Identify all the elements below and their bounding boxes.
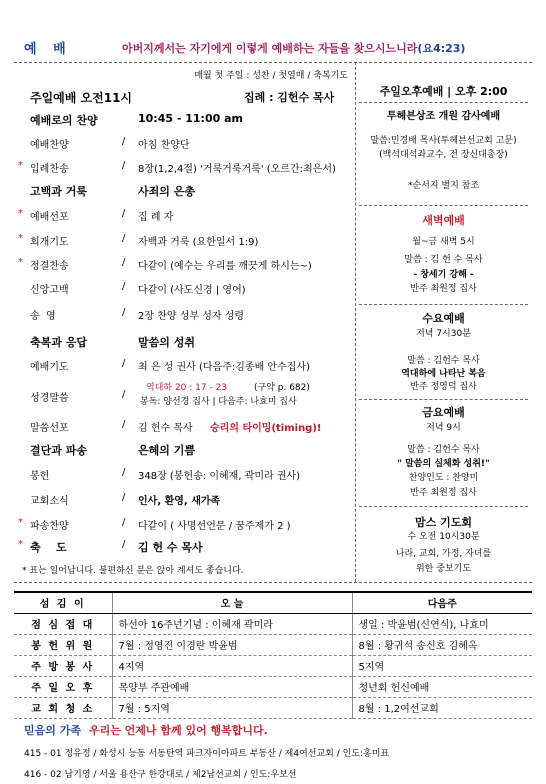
moms-line1: 수 오전 10시30분: [407, 532, 480, 542]
call-label: 예배선포: [30, 212, 69, 223]
slash: /: [122, 257, 126, 268]
afternoon-line2: (백석대석좌교수, 전 장신대총장): [379, 150, 508, 160]
creed-value: 다같이 (사도신경 | 영어): [138, 285, 246, 296]
duty-today: 7월 : 5지역: [112, 697, 352, 718]
repent-value: 자백과 거룩 (요한일서 1:9): [138, 237, 259, 248]
bottom-divider: [14, 582, 532, 583]
moms-line3: 위한 중보기도: [415, 564, 472, 574]
footnote: * 표는 일어납니다. 불편하신 분은 앉아 계셔도 좋습니다.: [22, 566, 244, 576]
verse: 아버지께서는 자기에게 이렇게 예배하는 자들을 찾으시느니라(요4:23): [122, 42, 466, 55]
divider: [359, 102, 528, 103]
stand-mark: *: [18, 539, 23, 550]
stand-mark: *: [18, 257, 23, 268]
afternoon-line1: 말씀:민경배 목사(투헤븐선교회 고문): [370, 136, 517, 146]
other-services: [355, 62, 532, 582]
wed-title: 수요예배: [422, 312, 465, 325]
slash: /: [122, 233, 126, 244]
cleansing-value: 다같이 (예수는 우리를 깨끗게 하시는~): [138, 261, 312, 272]
slash: /: [122, 517, 126, 528]
hymn-label: 송 영: [30, 311, 56, 322]
slash: /: [122, 160, 126, 171]
duty-role: 봉 헌 위 원: [14, 634, 112, 655]
slash: /: [122, 307, 126, 318]
section-title: 예 배: [24, 42, 72, 57]
reading-label: 성경말씀: [30, 393, 69, 404]
benediction-label: 축 도: [30, 541, 67, 554]
duty-today: 7월 : 정영진 이경란 박윤범: [112, 634, 352, 655]
slash: /: [122, 492, 126, 503]
blessing-theme: 말씀의 성취: [138, 336, 195, 349]
reading-reader: 봉독: 양선경 집사 | 다음주: 나효미 집사: [140, 397, 297, 407]
duty-role: 교 회 청 소: [14, 697, 112, 718]
slash: /: [122, 539, 126, 550]
service-name: 주일예배 오전11시: [30, 91, 133, 105]
fri-line2: 말씀 : 김헌수 목사: [407, 445, 480, 455]
sermon-title: 승리의 타이밍(timing)!: [210, 423, 322, 434]
reading-page: (구약 p. 682): [254, 383, 310, 393]
wed-line2: 말씀 : 김헌수 목사: [407, 356, 480, 366]
entry-hymn-label: 입례찬송: [30, 164, 69, 175]
wed-line1: 저녁 7시30분: [416, 329, 471, 339]
slash: /: [122, 136, 126, 147]
news-value: 인사, 환영, 새가족: [138, 496, 221, 507]
duty-next: 청년회 헌신예배: [352, 676, 532, 697]
fri-line1: 저녁 9시: [426, 423, 461, 433]
duty-next: 8월 : 황귀석 송신호 김혜옥: [352, 634, 532, 655]
creed-label: 신앙고백: [30, 285, 69, 296]
section-blessing: 축복과 응답: [30, 336, 87, 349]
offering-label: 봉헌: [30, 471, 50, 482]
table-row: [14, 613, 532, 634]
repent-label: 회개기도: [30, 237, 69, 248]
table-row: [14, 697, 532, 718]
slash: /: [122, 358, 126, 369]
fri-line4: 찬양인도 : 찬양미: [408, 473, 479, 483]
slash: /: [122, 281, 126, 292]
header-cell: 오 늘: [112, 592, 352, 613]
family-item: 415 - 01 정유정 / 화성시 능동 서동탄역 파크자이아파트 부동산 / 제4여선교회 / 인도:홍미표: [24, 749, 390, 759]
fri-line3: " 말씀의 실체화 성취!": [397, 459, 490, 469]
table-row: [14, 655, 532, 676]
divider: [359, 304, 528, 305]
dawn-line2: 말씀 : 김 헌 수 목사: [404, 255, 483, 265]
duty-role: 주 방 봉 사: [14, 655, 112, 676]
duty-role: 점 심 접 대: [14, 613, 112, 634]
stand-mark: *: [18, 517, 23, 528]
sending-value: 다같이 ( 사명선언문 / 꿈주제가 2 ): [138, 521, 291, 532]
call-value: 집 례 자: [138, 212, 174, 223]
praise-label: 예배찬양: [30, 140, 69, 151]
prayer-label: 예배기도: [30, 362, 69, 373]
serving-table: [14, 591, 532, 719]
benediction-value: 김 헌 수 목사: [138, 541, 203, 554]
stand-mark: *: [18, 160, 23, 171]
dawn-line3: - 창세기 강해 -: [413, 270, 474, 280]
dawn-title: 새벽예배: [422, 214, 465, 227]
afternoon-subtitle: 투헤븐상조 개원 감사예배: [386, 111, 501, 122]
duty-role: 주 일 오 후: [14, 676, 112, 697]
slash: /: [122, 419, 126, 430]
cleansing-label: 정결찬송: [30, 261, 69, 272]
sending-theme: 은혜의 기쁨: [138, 444, 195, 457]
divider: [359, 205, 528, 206]
family-title: 믿음의 가족: [24, 724, 81, 737]
stand-mark: *: [18, 233, 23, 244]
news-label: 교회소식: [30, 496, 69, 507]
confession-theme: 사죄의 은총: [138, 185, 195, 198]
reading-ref: 역대하 20 : 17 - 23: [146, 383, 228, 393]
duty-today: 하선아 16주년기념 : 이혜재 곽미라: [112, 613, 352, 634]
family-motto: 우리는 언제나 함께 있어 행복합니다.: [88, 724, 268, 737]
slash: /: [122, 467, 126, 478]
offering-value: 348장 (봉헌송: 이혜재, 곽미라 권사): [138, 471, 301, 482]
worship-header: [0, 36, 546, 58]
monthly-note: 매월 첫 주일 : 성찬 / 첫열매 / 축복기도: [194, 71, 348, 81]
entry-hymn-value: 8장(1,2,4절) '거룩거룩거룩' (오르간:최은서): [138, 164, 336, 175]
service-leader: 집례 : 김헌수 목사: [244, 91, 335, 104]
wed-line4: 반주 정영덕 집사: [410, 382, 477, 392]
family-item: 416 - 02 남기영 / 서울 용산구 한강대로 / 제2남선교회 / 인도:우보선: [24, 770, 297, 780]
stand-mark: *: [18, 208, 23, 219]
section-confession: 고백과 거룩: [30, 185, 87, 198]
sermon-label: 말씀선포: [30, 423, 69, 434]
table-row: [14, 634, 532, 655]
sermon-preacher: 김 헌수 목사: [138, 423, 193, 434]
divider: [359, 506, 528, 507]
slash: /: [122, 208, 126, 219]
divider: [359, 399, 528, 400]
duty-today: 목양부 주관예배: [112, 676, 352, 697]
afternoon-title: 주일오후예배 | 오후 2:00: [379, 85, 508, 98]
slash: /: [122, 389, 126, 400]
dawn-line4: 반주 최원정 집사: [410, 284, 477, 294]
moms-line2: 나라, 교회, 가정, 자녀를: [395, 549, 492, 559]
hymn-value: 2장 찬양 성부 성자 성령: [138, 311, 245, 322]
sending-label: 파송찬양: [30, 521, 69, 532]
praise-time: 10:45 - 11:00 am: [138, 112, 243, 125]
table-header: [14, 592, 532, 613]
table-row: [14, 676, 532, 697]
family-heading: [24, 722, 268, 738]
duty-today: 4지역: [112, 655, 352, 676]
header-cell: 다음주: [352, 592, 532, 613]
duty-next: 5지역: [352, 655, 532, 676]
wed-line3: 역대하에 나타난 복음: [401, 369, 486, 379]
prayer-value: 최 은 성 권사 (다음주:김종배 안수집사): [138, 362, 310, 373]
duty-next: 8월 : 1,2여선교회: [352, 697, 532, 718]
order-of-worship: [14, 62, 354, 582]
dawn-line1: 월~금 새벽 5시: [412, 237, 475, 247]
duty-next: 생일 : 박윤범(신연식), 나효미: [352, 613, 532, 634]
fri-title: 금요예배: [422, 406, 465, 419]
praise-value: 아침 찬양단: [138, 140, 190, 151]
afternoon-note: *순서지 별지 참조: [407, 181, 480, 191]
section-sending: 결단과 파송: [30, 444, 87, 457]
fri-line5: 반주 최원정 집사: [410, 488, 477, 498]
header-cell: 섬 김 이: [14, 592, 112, 613]
moms-title: 맘스 기도회: [415, 516, 472, 529]
section-praise: 예배로의 찬양: [30, 114, 98, 127]
